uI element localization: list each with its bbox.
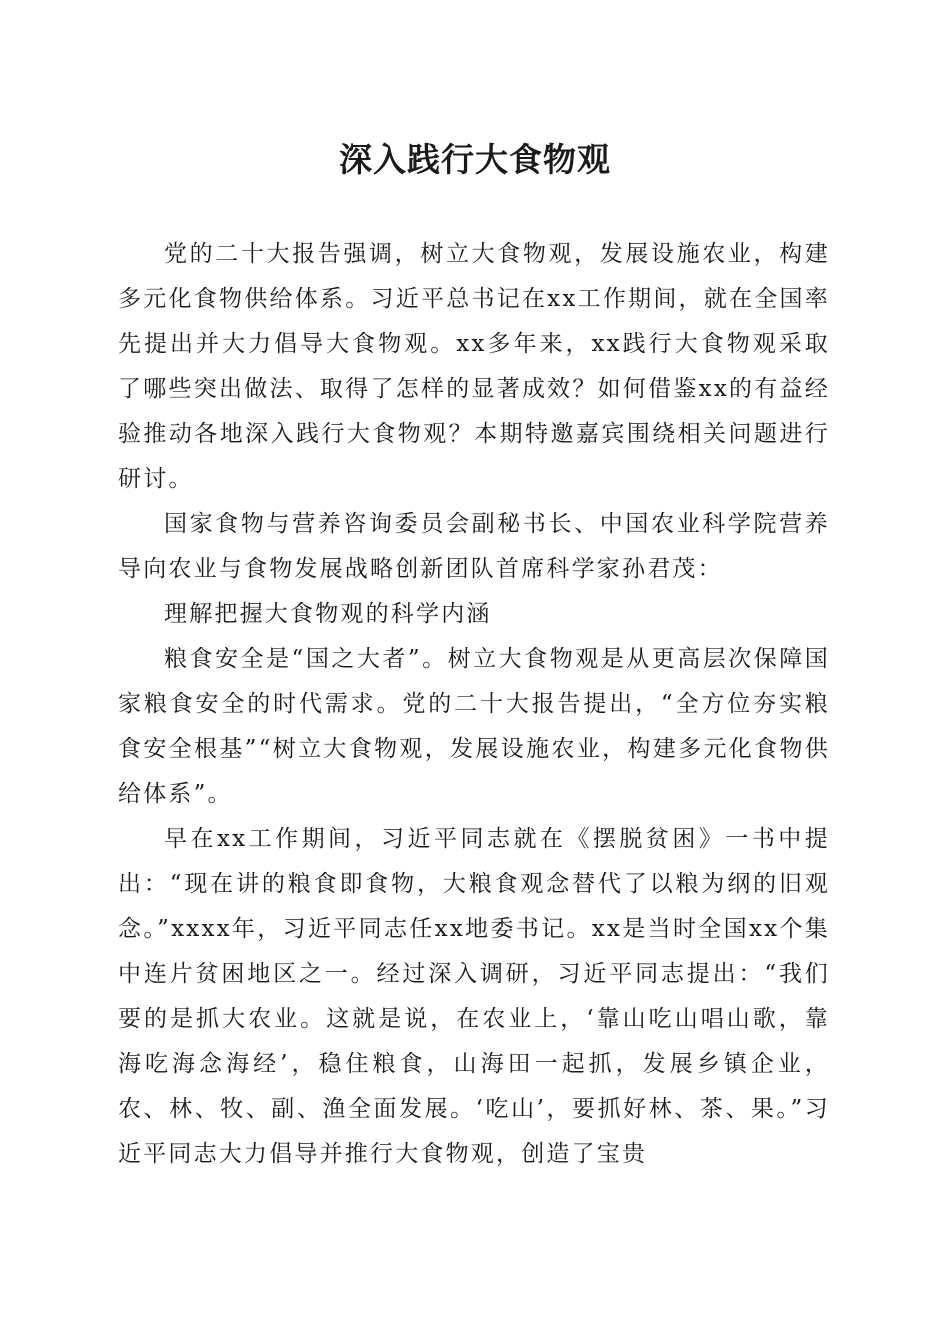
paragraph-food-security: 粮食安全是“国之大者”。树立大食物观是从更高层次保障国家粮食安全的时代需求。党的二十大报告提出，“全方位夯实粮食安全根基”“树立大食物观，发展设施农业，构建多元化食物供给体系”。 (118, 646, 830, 807)
paragraph-subheading: 理解把握大食物观的科学内涵 (164, 601, 492, 627)
paragraph-speaker: 国家食物与营养咨询委员会副秘书长、中国农业科学院营养导向农业与食物发展战略创新团队首席科学家孙君茂： (118, 511, 830, 582)
document-body (118, 232, 830, 1177)
document-title: 深入践行大食物观 (339, 140, 611, 179)
paragraph-history: 早在xx工作期间，习近平同志就在《摆脱贫困》一书中提出：“现在讲的粮食即食物，大粮食观念替代了以粮为纲的旧观念。”xxxx年，习近平同志任xx地委书记。xx是当时全国xx个集中连片贫困地区之一。经过深入调研，习近平同志提出：“我们要的是抓大农业。这就是说，在农业上，‘靠山吃山唱山歌，靠海吃海念海经’，稳住粮食，山海田一起抓，发展乡镇企业，农、林、牧、副、渔全面发展。‘吃山’，要抓好林、茶、果。”习近平同志大力倡导并推行大食物观，创造了宝贵 (118, 826, 830, 1167)
paragraph-intro: 党的二十大报告强调，树立大食物观，发展设施农业，构建多元化食物供给体系。习近平总书记在xx工作期间，就在全国率先提出并大力倡导大食物观。xx多年来，xx践行大食物观采取了哪些突出做法、取得了怎样的显著成效？如何借鉴xx的有益经验推动各地深入践行大食物观？本期特邀嘉宾围绕相关问题进行研讨。 (118, 241, 830, 492)
